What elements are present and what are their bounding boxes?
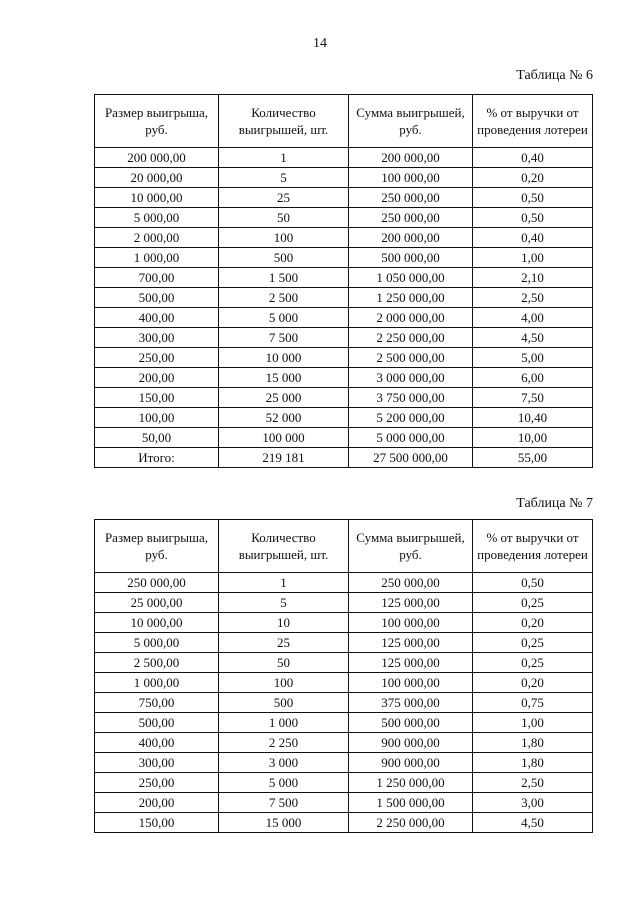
cell-revenue-percent: 1,80	[473, 733, 593, 753]
table-header-row	[95, 95, 593, 148]
header-revenue-percent: % от выручки от проведения лотереи	[473, 520, 593, 573]
cell-prize-count: 219 181	[219, 448, 349, 468]
cell-prize-size: 5 000,00	[95, 208, 219, 228]
cell-revenue-percent: 2,50	[473, 288, 593, 308]
cell-prize-count: 1	[219, 148, 349, 168]
cell-prize-size: 250,00	[95, 773, 219, 793]
cell-prize-sum: 2 250 000,00	[349, 328, 473, 348]
cell-prize-size: 250 000,00	[95, 573, 219, 593]
cell-prize-sum: 2 250 000,00	[349, 813, 473, 833]
table-row	[95, 448, 593, 468]
cell-prize-sum: 250 000,00	[349, 208, 473, 228]
cell-prize-count: 5 000	[219, 308, 349, 328]
cell-prize-sum: 900 000,00	[349, 753, 473, 773]
cell-prize-sum: 375 000,00	[349, 693, 473, 713]
cell-prize-count: 15 000	[219, 368, 349, 388]
cell-revenue-percent: 55,00	[473, 448, 593, 468]
cell-prize-count: 100	[219, 673, 349, 693]
cell-prize-sum: 125 000,00	[349, 593, 473, 613]
cell-prize-size: 400,00	[95, 733, 219, 753]
table-row	[95, 633, 593, 653]
table-row	[95, 368, 593, 388]
cell-prize-count: 2 500	[219, 288, 349, 308]
cell-prize-count: 25	[219, 633, 349, 653]
cell-prize-size: 50,00	[95, 428, 219, 448]
table-row	[95, 428, 593, 448]
cell-prize-count: 52 000	[219, 408, 349, 428]
cell-prize-sum: 27 500 000,00	[349, 448, 473, 468]
cell-prize-size: 10 000,00	[95, 613, 219, 633]
table-row	[95, 713, 593, 733]
table-row	[95, 288, 593, 308]
cell-revenue-percent: 6,00	[473, 368, 593, 388]
table-row	[95, 693, 593, 713]
cell-prize-count: 7 500	[219, 328, 349, 348]
cell-prize-sum: 5 000 000,00	[349, 428, 473, 448]
cell-prize-sum: 100 000,00	[349, 673, 473, 693]
cell-prize-size: 100,00	[95, 408, 219, 428]
cell-prize-count: 500	[219, 693, 349, 713]
cell-prize-count: 1 500	[219, 268, 349, 288]
table-row	[95, 793, 593, 813]
cell-prize-size: 10 000,00	[95, 188, 219, 208]
table-row	[95, 753, 593, 773]
cell-prize-sum: 3 000 000,00	[349, 368, 473, 388]
cell-prize-size: 25 000,00	[95, 593, 219, 613]
cell-revenue-percent: 3,00	[473, 793, 593, 813]
cell-prize-count: 1 000	[219, 713, 349, 733]
cell-prize-size: 300,00	[95, 753, 219, 773]
cell-revenue-percent: 4,50	[473, 328, 593, 348]
header-revenue-percent: % от выручки от проведения лотереи	[473, 95, 593, 148]
cell-revenue-percent: 0,40	[473, 228, 593, 248]
cell-prize-sum: 250 000,00	[349, 573, 473, 593]
cell-revenue-percent: 0,50	[473, 573, 593, 593]
cell-prize-size: 200,00	[95, 368, 219, 388]
cell-prize-sum: 100 000,00	[349, 168, 473, 188]
table-row	[95, 148, 593, 168]
cell-prize-count: 100	[219, 228, 349, 248]
table-body	[95, 573, 593, 833]
cell-prize-sum: 2 500 000,00	[349, 348, 473, 368]
cell-revenue-percent: 5,00	[473, 348, 593, 368]
cell-prize-count: 2 250	[219, 733, 349, 753]
table-row	[95, 408, 593, 428]
cell-prize-size: 20 000,00	[95, 168, 219, 188]
cell-revenue-percent: 1,00	[473, 713, 593, 733]
cell-revenue-percent: 10,40	[473, 408, 593, 428]
cell-revenue-percent: 0,40	[473, 148, 593, 168]
cell-prize-sum: 250 000,00	[349, 188, 473, 208]
cell-revenue-percent: 4,50	[473, 813, 593, 833]
cell-revenue-percent: 0,25	[473, 633, 593, 653]
table-row	[95, 168, 593, 188]
cell-revenue-percent: 7,50	[473, 388, 593, 408]
header-prize-sum: Сумма выигрышей, руб.	[349, 520, 473, 573]
cell-revenue-percent: 0,50	[473, 208, 593, 228]
cell-revenue-percent: 1,80	[473, 753, 593, 773]
cell-prize-count: 5	[219, 593, 349, 613]
cell-prize-size: 200 000,00	[95, 148, 219, 168]
cell-revenue-percent: 0,20	[473, 673, 593, 693]
header-prize-size: Размер выигрыша, руб.	[95, 95, 219, 148]
header-prize-count: Количество выигрышей, шт.	[219, 520, 349, 573]
cell-prize-count: 100 000	[219, 428, 349, 448]
cell-prize-count: 15 000	[219, 813, 349, 833]
cell-prize-sum: 125 000,00	[349, 653, 473, 673]
table-7-caption: Таблица № 7	[516, 496, 593, 511]
table-row	[95, 773, 593, 793]
table-row	[95, 733, 593, 753]
cell-prize-size: 2 500,00	[95, 653, 219, 673]
table-row	[95, 188, 593, 208]
cell-prize-count: 50	[219, 208, 349, 228]
cell-revenue-percent: 0,75	[473, 693, 593, 713]
table-header-row	[95, 520, 593, 573]
cell-prize-sum: 5 200 000,00	[349, 408, 473, 428]
cell-prize-sum: 900 000,00	[349, 733, 473, 753]
table-row	[95, 673, 593, 693]
cell-prize-sum: 1 500 000,00	[349, 793, 473, 813]
table-row	[95, 248, 593, 268]
cell-prize-size: 200,00	[95, 793, 219, 813]
cell-prize-count: 25 000	[219, 388, 349, 408]
cell-prize-sum: 1 250 000,00	[349, 288, 473, 308]
table-row	[95, 573, 593, 593]
cell-prize-count: 50	[219, 653, 349, 673]
cell-prize-size: 700,00	[95, 268, 219, 288]
cell-prize-count: 7 500	[219, 793, 349, 813]
cell-prize-sum: 2 000 000,00	[349, 308, 473, 328]
cell-prize-sum: 200 000,00	[349, 228, 473, 248]
prize-table-6	[94, 94, 593, 468]
cell-prize-count: 1	[219, 573, 349, 593]
table-row	[95, 813, 593, 833]
cell-prize-size: 5 000,00	[95, 633, 219, 653]
table-row	[95, 228, 593, 248]
header-prize-size: Размер выигрыша, руб.	[95, 520, 219, 573]
cell-revenue-percent: 0,25	[473, 593, 593, 613]
cell-prize-sum: 200 000,00	[349, 148, 473, 168]
page-number: 14	[313, 36, 327, 51]
table-body	[95, 148, 593, 468]
cell-prize-count: 25	[219, 188, 349, 208]
cell-prize-sum: 3 750 000,00	[349, 388, 473, 408]
cell-prize-count: 5 000	[219, 773, 349, 793]
cell-prize-count: 10	[219, 613, 349, 633]
header-prize-sum: Сумма выигрышей, руб.	[349, 95, 473, 148]
cell-revenue-percent: 1,00	[473, 248, 593, 268]
table-row	[95, 328, 593, 348]
cell-revenue-percent: 0,20	[473, 613, 593, 633]
cell-revenue-percent: 0,25	[473, 653, 593, 673]
table-6-caption: Таблица № 6	[516, 68, 593, 83]
cell-prize-size: 150,00	[95, 388, 219, 408]
cell-prize-sum: 1 250 000,00	[349, 773, 473, 793]
cell-prize-size: 500,00	[95, 713, 219, 733]
cell-prize-size: 500,00	[95, 288, 219, 308]
cell-revenue-percent: 2,10	[473, 268, 593, 288]
cell-prize-size: 2 000,00	[95, 228, 219, 248]
table-row	[95, 388, 593, 408]
table-row	[95, 593, 593, 613]
cell-revenue-percent: 0,50	[473, 188, 593, 208]
cell-prize-count: 3 000	[219, 753, 349, 773]
cell-prize-size: 1 000,00	[95, 248, 219, 268]
cell-revenue-percent: 4,00	[473, 308, 593, 328]
table-row	[95, 613, 593, 633]
cell-prize-size: 400,00	[95, 308, 219, 328]
table-row	[95, 268, 593, 288]
table-row	[95, 308, 593, 328]
table-row	[95, 348, 593, 368]
cell-revenue-percent: 10,00	[473, 428, 593, 448]
cell-prize-sum: 1 050 000,00	[349, 268, 473, 288]
cell-prize-size: 750,00	[95, 693, 219, 713]
cell-prize-size: 150,00	[95, 813, 219, 833]
cell-revenue-percent: 0,20	[473, 168, 593, 188]
cell-prize-sum: 100 000,00	[349, 613, 473, 633]
cell-prize-size: Итого:	[95, 448, 219, 468]
cell-prize-count: 10 000	[219, 348, 349, 368]
cell-prize-size: 300,00	[95, 328, 219, 348]
cell-prize-count: 5	[219, 168, 349, 188]
header-prize-count: Количество выигрышей, шт.	[219, 95, 349, 148]
cell-prize-sum: 500 000,00	[349, 713, 473, 733]
prize-table-7	[94, 519, 593, 833]
cell-prize-sum: 500 000,00	[349, 248, 473, 268]
cell-prize-count: 500	[219, 248, 349, 268]
cell-prize-size: 1 000,00	[95, 673, 219, 693]
table-row	[95, 653, 593, 673]
cell-prize-sum: 125 000,00	[349, 633, 473, 653]
cell-prize-size: 250,00	[95, 348, 219, 368]
cell-revenue-percent: 2,50	[473, 773, 593, 793]
table-row	[95, 208, 593, 228]
